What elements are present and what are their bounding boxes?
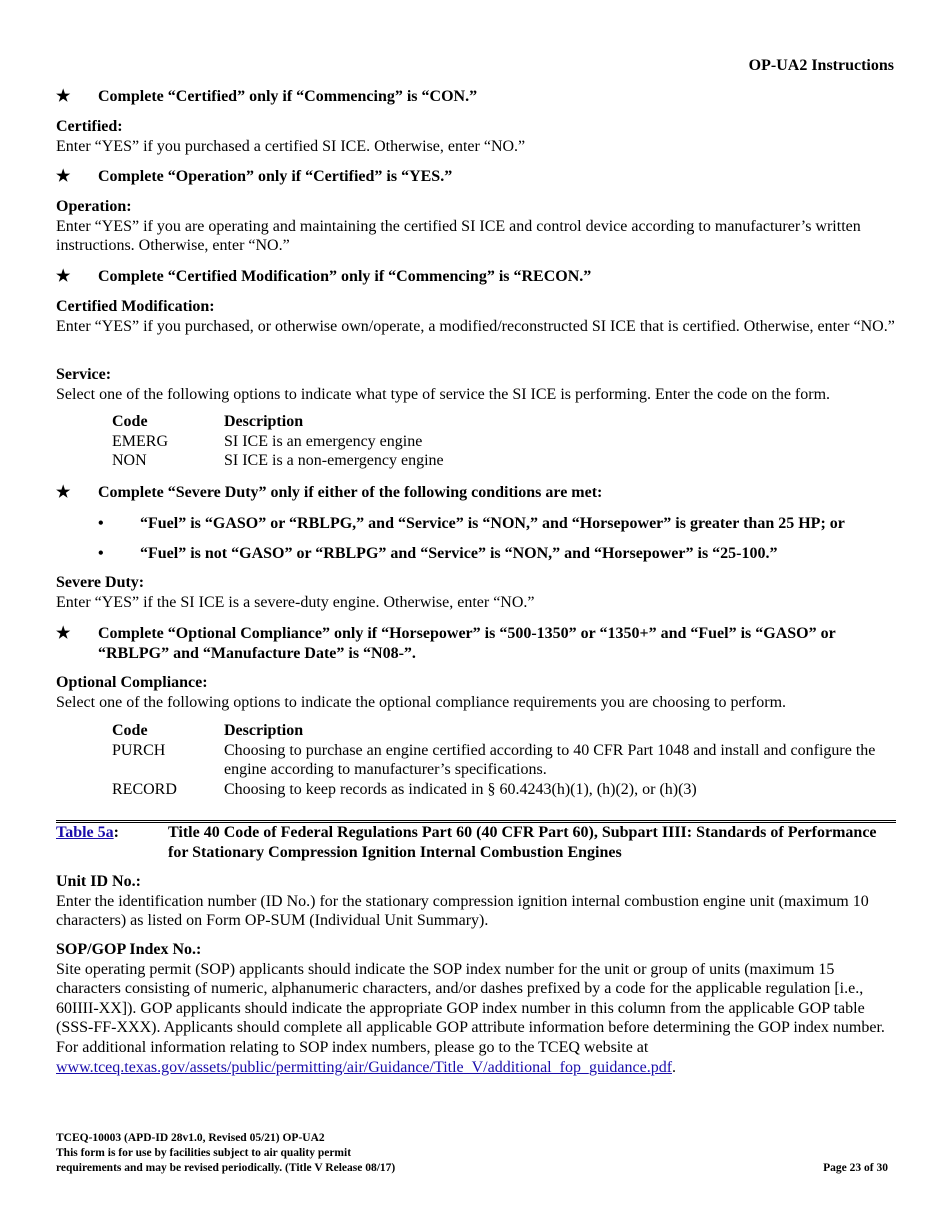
section-certified [56,117,896,156]
section-sop-gop-index [56,940,896,1077]
page-footer [56,1131,896,1176]
instruction-note [56,483,896,503]
section-text: Enter “YES” if the SI ICE is a severe-duty engine. Otherwise, enter “NO.” [56,593,535,611]
instruction-note [56,624,896,664]
instruction-note [56,167,896,187]
footer-note: requirements and may be revised periodically. (Title V Release 08/17) [56,1162,396,1174]
footer-form-id: TCEQ-10003 (APD-ID 28v1.0, Revised 05/21) OP-UA2 [56,1132,325,1144]
section-label: Operation: [56,198,132,215]
section-optional-compliance [56,673,896,712]
guidance-url-link[interactable]: www.tceq.texas.gov/assets/public/permitting/air/Guidance/Title_V/additional_fop_guidance.pdf [56,1058,673,1076]
instruction-text: Complete “Severe Duty” only if either of the following conditions are met: [98,484,603,501]
section-unit-id [56,872,896,931]
table-row [112,741,902,780]
star-icon: ★ [56,268,71,285]
code-cell: RECORD [112,780,177,798]
table-5a-link[interactable]: Table 5a [56,824,114,841]
table-header-row [112,721,902,741]
table-row [112,432,902,452]
code-cell: EMERG [112,432,168,450]
column-header-code: Code [112,413,148,430]
page-header-title: OP-UA2 Instructions [748,57,894,74]
code-cell: PURCH [112,741,166,759]
bullet-text: “Fuel” is not “GASO” or “RBLPG” and “Service” is “NON,” and “Horsepower” is “25-100.” [140,545,778,562]
table-header-row [112,412,902,432]
section-text-end: . [672,1058,677,1076]
star-icon: ★ [56,88,71,105]
section-label: Optional Compliance: [56,674,208,691]
instruction-text: Complete “Certified Modification” only if “Commencing” is “RECON.” [98,268,592,285]
section-text: Select one of the following options to indicate the optional compliance requirements you are choosing to perform. [56,693,787,711]
instruction-note [56,87,896,107]
optional-code-table [112,721,902,799]
bullet-icon: • [98,515,104,532]
bullet-text: “Fuel” is “GASO” or “RBLPG,” and “Service” is “NON,” and “Horsepower” is greater than 25 HP; or [140,515,845,532]
instruction-text: Complete “Certified” only if “Commencing” is “CON.” [98,88,478,105]
column-header-description: Description [224,722,304,739]
section-label: Unit ID No.: [56,873,141,890]
table-5a-title: Title 40 Code of Federal Regulations Part 60 (40 CFR Part 60), Subpart IIII: Standards of Performance for Stationary Compression Ignition Internal Combustion Engines [168,824,877,861]
description-cell: Choosing to purchase an engine certified according to 40 CFR Part 1048 and install and configure the engine according to manufacturer’s specifications. [224,741,876,779]
table-row [112,780,902,800]
section-label: Service: [56,366,112,383]
star-icon: ★ [56,625,71,642]
bullet-icon: • [98,545,104,562]
section-divider [56,820,896,821]
star-icon: ★ [56,168,71,185]
table-5a-colon: : [113,824,119,841]
section-label: Severe Duty: [56,574,145,591]
section-label: Certified Modification: [56,298,215,315]
code-cell: NON [112,452,147,470]
condition-bullet [98,514,898,534]
description-cell: SI ICE is an emergency engine [224,432,423,450]
instruction-text: Complete “Optional Compliance” only if “Horsepower” is “500-1350” or “1350+” and “Fuel” is “GASO” or “RBLPG” and “Manufacture Date” is “N08-”. [98,625,836,662]
section-operation [56,197,896,256]
column-header-code: Code [112,722,148,739]
section-text: Enter the identification number (ID No.) for the stationary compression ignition internal combustion engine unit (maximum 10 characters) as listed on Form OP-SUM (Individual Unit Summary). [56,892,869,930]
section-label: Certified: [56,118,123,135]
footer-note: This form is for use by facilities subject to air quality permit [56,1147,352,1159]
section-severe-duty [56,573,896,612]
table-5a-heading [56,823,896,861]
condition-bullet [98,544,898,564]
section-text: Enter “YES” if you are operating and maintaining the certified SI ICE and control device according to manufacturer’s written instructions. Otherwise, enter “NO.” [56,217,861,255]
service-code-table [112,412,902,471]
instruction-note [56,267,896,287]
description-cell: SI ICE is a non-emergency engine [224,452,444,470]
section-text: Site operating permit (SOP) applicants should indicate the SOP index number for the unit or group of units (maximum 15 characters consisting of numeric, alphanumeric characters, and/or dashes prefixed by a code for the applicable regulation [i.e., 60IIII-XX]). GOP applicants should indicate the appropriate GOP index number in this column from the applicable GOP table (SSS-FF-XXX). Applicants should complete all applicable GOP attribute information before determining the GOP index number. For additional information relating to SOP index numbers, please go to the TCEQ website at [56,960,885,1056]
section-text: Select one of the following options to indicate what type of service the SI ICE is performing. Enter the code on the form. [56,385,831,403]
page-number: Page 23 of 30 [823,1162,888,1174]
section-certified-modification [56,297,896,336]
section-service [56,365,896,404]
section-text: Enter “YES” if you purchased, or otherwise own/operate, a modified/reconstructed SI ICE that is certified. Otherwise, enter “NO.” [56,317,895,335]
instruction-text: Complete “Operation” only if “Certified” is “YES.” [98,168,453,185]
star-icon: ★ [56,484,71,501]
section-label: SOP/GOP Index No.: [56,941,202,958]
description-cell: Choosing to keep records as indicated in § 60.4243(h)(1), (h)(2), or (h)(3) [224,780,697,798]
section-text: Enter “YES” if you purchased a certified SI ICE. Otherwise, enter “NO.” [56,137,526,155]
column-header-description: Description [224,413,304,430]
table-row [112,451,902,471]
